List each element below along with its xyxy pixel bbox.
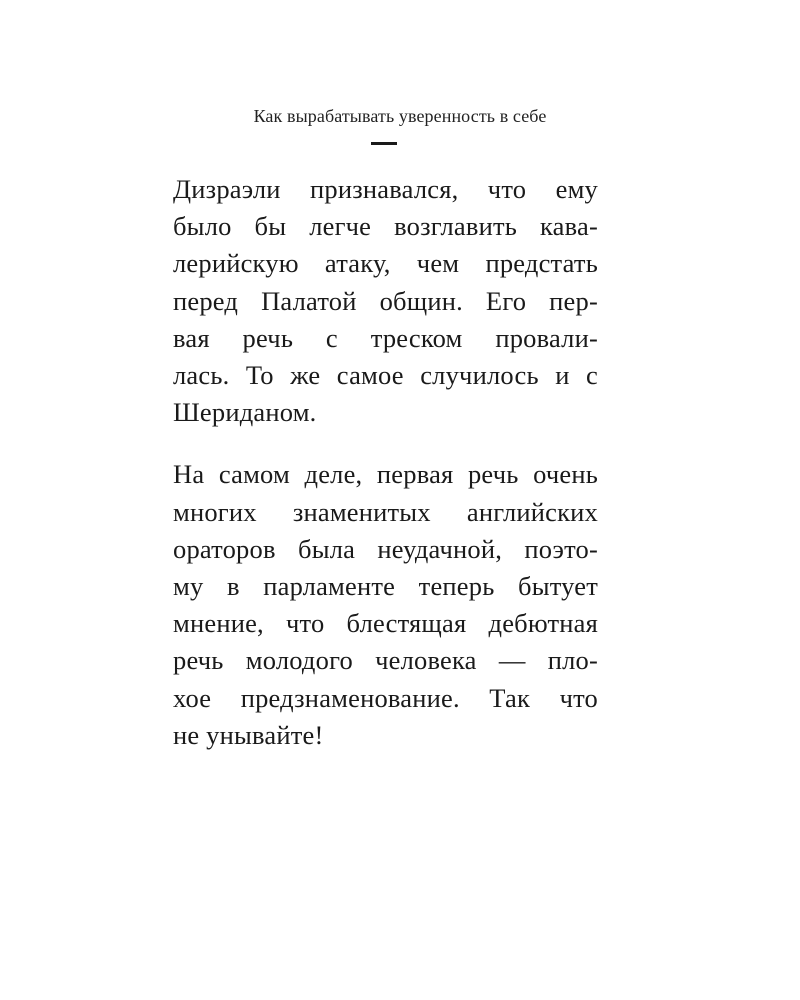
paragraph-1-line-4: перед Палатой общин. Его пер- <box>173 285 598 316</box>
paragraph-2-line-4: му в парламенте теперь бытует <box>173 571 598 602</box>
paragraph-1-line-6: лась. То же самое случилось и с <box>173 360 598 391</box>
paragraph-1-line-5: вая речь с треском провали- <box>173 322 598 353</box>
paragraph-2 <box>173 456 598 754</box>
paragraph-2-line-1: На самом деле, первая речь очень <box>173 459 598 490</box>
paragraph-2-line-5: мнение, что блестящая дебютная <box>173 608 598 639</box>
body-text <box>173 171 598 779</box>
paragraph-2-line-6: речь молодого человека — пло- <box>173 645 598 676</box>
paragraph-2-line-2: многих знаменитых английских <box>173 496 598 527</box>
running-head-rule <box>371 142 397 145</box>
paragraph-1-line-7: Шериданом. <box>173 397 317 428</box>
paragraph-2-line-7: хое предзнаменование. Так что <box>173 682 598 713</box>
paragraph-1-line-1: Дизраэли признавался, что ему <box>173 174 598 204</box>
paragraph-1-line-3: лерийскую атаку, чем предстать <box>173 248 598 279</box>
paragraph-2-line-8: не унывайте! <box>173 719 324 750</box>
running-head: Как вырабатывать уверенность в себе <box>253 106 547 126</box>
paragraph-1 <box>173 171 598 431</box>
paragraph-1-line-2: было бы легче возглавить кава- <box>173 211 598 242</box>
paragraph-2-line-3: ораторов была неудачной, поэто- <box>173 533 598 564</box>
